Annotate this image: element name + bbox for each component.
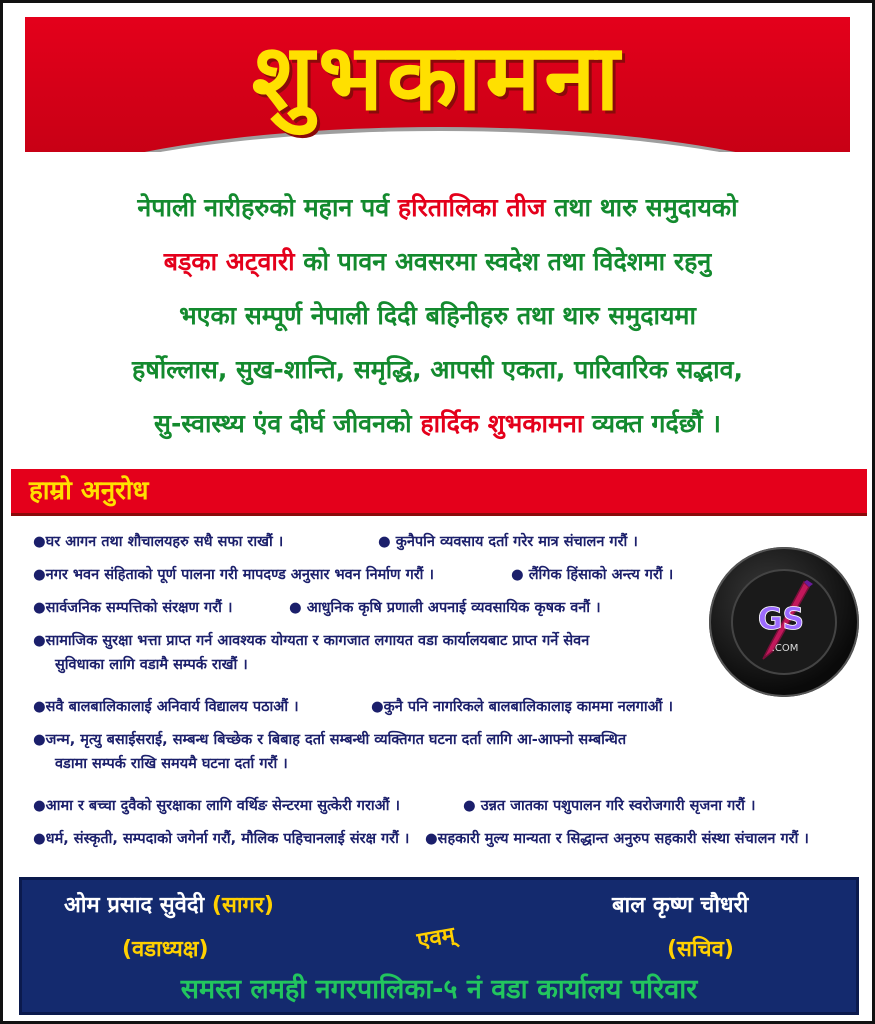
request-item: ●नगर भवन संहिताको पूर्ण पालना गरी मापदण्ड अनुसार भवन निर्माण गरौं ।: [33, 567, 434, 583]
request-item: ●कुनै पनि नागरिकले बालबालिकालाइ काममा नलगाऔं ।: [371, 699, 673, 715]
request-item: ●घर आगन तथा शौचालयहरु सधै सफा राखौं ।: [33, 534, 284, 550]
greeting-line: [17, 397, 858, 451]
logo-text: GS: [757, 602, 805, 637]
request-item: ● लैंगिक हिंसाको अन्त्य गरौं ।: [511, 567, 674, 583]
chairperson-alias: (सागर): [211, 893, 274, 918]
request-item: ●सामाजिक सुरक्षा भत्ता प्राप्त गर्न आवश्यक योग्यता र कागजात लगायत वडा कार्यालयबाट प्राप्त गर्ने सेवन: [33, 633, 590, 649]
request-row: [33, 795, 853, 828]
request-row: [33, 696, 853, 729]
greeting-highlight: हार्दिक शुभकामना: [420, 409, 584, 438]
header-banner: [25, 17, 850, 152]
greeting-line: [17, 343, 858, 397]
footer-panel: [19, 877, 859, 1015]
office-family-line: समस्त लमही नगरपालिका-५ नं वडा कार्यालय परिवार: [180, 974, 698, 1005]
greeting-text: सु-स्वास्थ्य एंव दीर्घ जीवनको: [154, 409, 421, 438]
greeting-line: [17, 289, 858, 343]
greeting-text: हर्षोल्लास, सुख-शान्ति, समृद्धि, आपसी एकता, पारिवारिक सद्भाव,: [132, 355, 743, 384]
chairperson-title: (वडाध्यक्ष): [122, 937, 209, 962]
banner-title: शुभकामना: [251, 24, 624, 131]
request-item: ● कुनैपनि व्यवसाय दर्ता गरेर मात्र संचालन गरौं ।: [378, 534, 638, 550]
secretary-name: बाल कृष्ण चौधरी: [612, 893, 749, 918]
secretary-title: (सचिव): [667, 937, 734, 962]
pen-logo-icon: [709, 547, 859, 697]
request-heading: हाम्रो अनुरोध: [29, 476, 149, 506]
greeting-message: [17, 181, 858, 451]
chairperson-name-text: ओम प्रसाद सुवेदी: [64, 893, 205, 918]
greeting-highlight: बड्का अट्वारी: [163, 247, 295, 276]
greeting-text: को पावन अवसरमा स्वदेश तथा विदेशमा रहनु: [294, 247, 712, 276]
request-row: [33, 828, 853, 861]
request-row: [33, 729, 853, 795]
request-heading-bar: [11, 469, 867, 516]
greeting-text: व्यक्त गर्दछौं ।: [583, 409, 721, 438]
request-item: ● आधुनिक कृषि प्रणाली अपनाई व्यवसायिक कृषक वनौं ।: [289, 600, 601, 616]
request-item: ●धर्म, संस्कृती, सम्पदाको जगेर्ना गरौं, मौलिक पहिचानलाई संरक्ष गरौं ।: [33, 831, 410, 847]
request-item: ●आमा र बच्चा दुवैको सुरक्षाका लागि वर्थिङ सेन्टरमा सुत्केरी गराऔं ।: [33, 798, 400, 814]
greeting-line: [17, 235, 858, 289]
greeting-highlight: हरितालिका तीज: [397, 193, 546, 222]
request-item: ●सहकारी मुल्य मान्यता र सिद्धान्त अनुरुप सहकारी संस्था संचालन गरौं ।: [425, 831, 809, 847]
greeting-line: [17, 181, 858, 235]
logo-subtext: .COM: [771, 643, 799, 654]
gs-logo: [709, 547, 859, 697]
chairperson-name: [64, 888, 274, 924]
conjunction-text: एवम्: [415, 922, 457, 955]
request-item: ●सवै बालबालिकालाई अनिवार्य विद्यालय पठाऔं ।: [33, 699, 299, 715]
request-item-continued: वडामा सम्पर्क राखि समयमै घटना दर्ता गरौं ।: [55, 756, 288, 772]
greeting-text: भएका सम्पूर्ण नेपाली दिदी बहिनीहरु तथा थारु समुदायमा: [179, 301, 696, 330]
request-item: ●जन्म, मृत्यु बसाईसराई, सम्बन्ध बिच्छेक र बिबाह दर्ता सम्बन्धी व्यक्तिगत घटना दर्ता लागि आ-आफ्नो सम्बन्धित: [33, 732, 627, 748]
greeting-text: नेपाली नारीहरुको महान पर्व: [137, 193, 398, 222]
request-item: ●सार्वजनिक सम्पत्तिको संरक्षण गरौं ।: [33, 600, 233, 616]
request-item-continued: सुविधाका लागि वडामै सम्पर्क राखौं ।: [55, 657, 248, 673]
request-item: ● उन्नत जातका पशुपालन गरि स्वरोजगारी सृजना गरौं ।: [463, 798, 756, 814]
greeting-text: तथा थारु समुदायको: [545, 193, 738, 222]
